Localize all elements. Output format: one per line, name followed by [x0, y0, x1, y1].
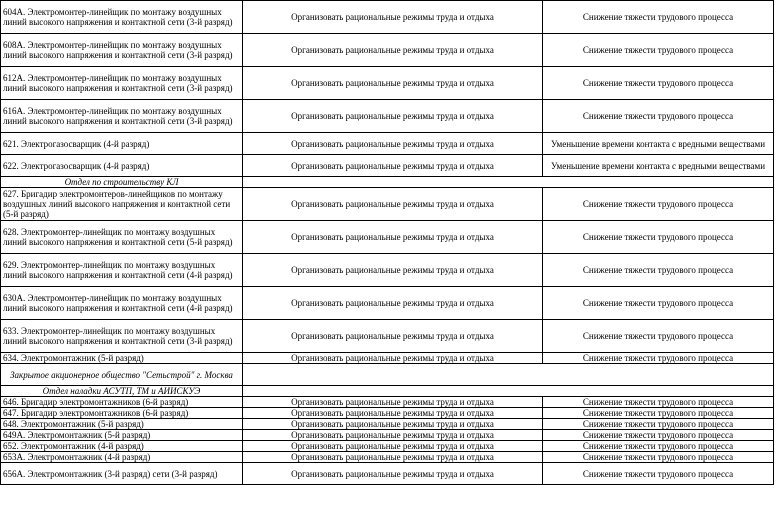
job-title-cell: 628. Электромонтер-линейщик по монтажу воздушных линий высокого напряжения и контактной сети (5-й разряд) [1, 221, 243, 254]
measure-cell: Организовать рациональные режимы труда и отдыха [243, 67, 543, 100]
table-row [1, 408, 774, 419]
table-row [1, 320, 774, 353]
goal-cell: Снижение тяжести трудового процесса [543, 100, 774, 133]
section-row [1, 177, 774, 188]
empty-cell [243, 364, 774, 386]
table-row [1, 463, 774, 485]
table-row [1, 1, 774, 34]
job-title-cell: 646. Бригадир электромонтажников (6-й разряд) [1, 397, 243, 408]
goal-cell: Снижение тяжести трудового процесса [543, 188, 774, 221]
goal-cell: Уменьшение времени контакта с вредными веществами [543, 133, 774, 155]
table-row [1, 452, 774, 463]
job-title-cell: 649А. Электромонтажник (5-й разряд) [1, 430, 243, 441]
goal-cell: Снижение тяжести трудового процесса [543, 221, 774, 254]
job-title-cell: 652. Электромонтажник (4-й разряд) [1, 441, 243, 452]
measure-cell: Организовать рациональные режимы труда и отдыха [243, 463, 543, 485]
goal-cell: Снижение тяжести трудового процесса [543, 397, 774, 408]
goal-cell: Снижение тяжести трудового процесса [543, 67, 774, 100]
goal-cell: Уменьшение времени контакта с вредными веществами [543, 155, 774, 177]
goal-cell: Снижение тяжести трудового процесса [543, 320, 774, 353]
table-row [1, 155, 774, 177]
measure-cell: Организовать рациональные режимы труда и отдыха [243, 353, 543, 364]
table-row [1, 221, 774, 254]
measure-cell: Организовать рациональные режимы труда и отдыха [243, 100, 543, 133]
job-title-cell: 627. Бригадир электромонтеров-линейщиков по монтажу воздушных линий высокого напряжения и контактной сети (5-й разряд) [1, 188, 243, 221]
table-row [1, 67, 774, 100]
job-title-cell: 612А. Электромонтер-линейщик по монтажу воздушных линий высокого напряжения и контактной сети (3-й разряд) [1, 67, 243, 100]
goal-cell: Снижение тяжести трудового процесса [543, 441, 774, 452]
goal-cell: Снижение тяжести трудового процесса [543, 430, 774, 441]
table-row [1, 287, 774, 320]
job-title-cell: 629. Электромонтер-линейщик по монтажу воздушных линий высокого напряжения и контактной сети (4-й разряд) [1, 254, 243, 287]
section-title: Закрытое акционерное общество "Сетьстрой" г. Москва [1, 364, 243, 386]
job-title-cell: 648. Электромонтажник (5-й разряд) [1, 419, 243, 430]
measure-cell: Организовать рациональные режимы труда и отдыха [243, 397, 543, 408]
measure-cell: Организовать рациональные режимы труда и отдыха [243, 133, 543, 155]
measure-cell: Организовать рациональные режимы труда и отдыха [243, 287, 543, 320]
measure-cell: Организовать рациональные режимы труда и отдыха [243, 221, 543, 254]
goal-cell: Снижение тяжести трудового процесса [543, 254, 774, 287]
measure-cell: Организовать рациональные режимы труда и отдыха [243, 188, 543, 221]
measure-cell: Организовать рациональные режимы труда и отдыха [243, 34, 543, 67]
job-title-cell: 621. Электрогазосварщик (4-й разряд) [1, 133, 243, 155]
goal-cell: Снижение тяжести трудового процесса [543, 419, 774, 430]
goal-cell: Снижение тяжести трудового процесса [543, 1, 774, 34]
measure-cell: Организовать рациональные режимы труда и отдыха [243, 441, 543, 452]
measure-cell: Организовать рациональные режимы труда и отдыха [243, 452, 543, 463]
section-title: Отдел наладки АСУТП, ТМ и АИИСКУЭ [1, 386, 243, 397]
table-row [1, 254, 774, 287]
table-row [1, 34, 774, 67]
measure-cell: Организовать рациональные режимы труда и отдыха [243, 320, 543, 353]
measures-table-body [1, 1, 774, 485]
job-title-cell: 630А. Электромонтер-линейщик по монтажу воздушных линий высокого напряжения и контактной сети (4-й разряд) [1, 287, 243, 320]
section-title: Отдел по строительству КЛ [1, 177, 243, 188]
measure-cell: Организовать рациональные режимы труда и отдыха [243, 408, 543, 419]
job-title-cell: 622. Электрогазосварщик (4-й разряд) [1, 155, 243, 177]
table-row [1, 353, 774, 364]
goal-cell: Снижение тяжести трудового процесса [543, 353, 774, 364]
table-row [1, 397, 774, 408]
empty-cell [243, 386, 774, 397]
job-title-cell: 616А. Электромонтер-линейщик по монтажу воздушных линий высокого напряжения и контактной сети (3-й разряд) [1, 100, 243, 133]
goal-cell: Снижение тяжести трудового процесса [543, 463, 774, 485]
measure-cell: Организовать рациональные режимы труда и отдыха [243, 1, 543, 34]
measure-cell: Организовать рациональные режимы труда и отдыха [243, 419, 543, 430]
table-row [1, 430, 774, 441]
goal-cell: Снижение тяжести трудового процесса [543, 34, 774, 67]
job-title-cell: 604А. Электромонтер-линейщик по монтажу воздушных линий высокого напряжения и контактной сети (3-й разряд) [1, 1, 243, 34]
measure-cell: Организовать рациональные режимы труда и отдыха [243, 254, 543, 287]
section-row [1, 364, 774, 386]
table-row [1, 188, 774, 221]
table-row [1, 419, 774, 430]
goal-cell: Снижение тяжести трудового процесса [543, 452, 774, 463]
job-title-cell: 634. Электромонтажник (5-й разряд) [1, 353, 243, 364]
job-title-cell: 633. Электромонтер-линейщик по монтажу воздушных линий высокого напряжения и контактной сети (3-й разряд) [1, 320, 243, 353]
table-row [1, 133, 774, 155]
table-row [1, 441, 774, 452]
measure-cell: Организовать рациональные режимы труда и отдыха [243, 155, 543, 177]
measure-cell: Организовать рациональные режимы труда и отдыха [243, 430, 543, 441]
job-title-cell: 647. Бригадир электромонтажников (6-й разряд) [1, 408, 243, 419]
job-title-cell: 608А. Электромонтер-линейщик по монтажу воздушных линий высокого напряжения и контактной сети (3-й разряд) [1, 34, 243, 67]
job-title-cell: 656А. Электромонтажник (3-й разряд) сети (3-й разряд) [1, 463, 243, 485]
job-title-cell: 653А. Электромонтажник (4-й разряд) [1, 452, 243, 463]
goal-cell: Снижение тяжести трудового процесса [543, 408, 774, 419]
goal-cell: Снижение тяжести трудового процесса [543, 287, 774, 320]
section-row [1, 386, 774, 397]
empty-cell [243, 177, 774, 188]
table-row [1, 100, 774, 133]
